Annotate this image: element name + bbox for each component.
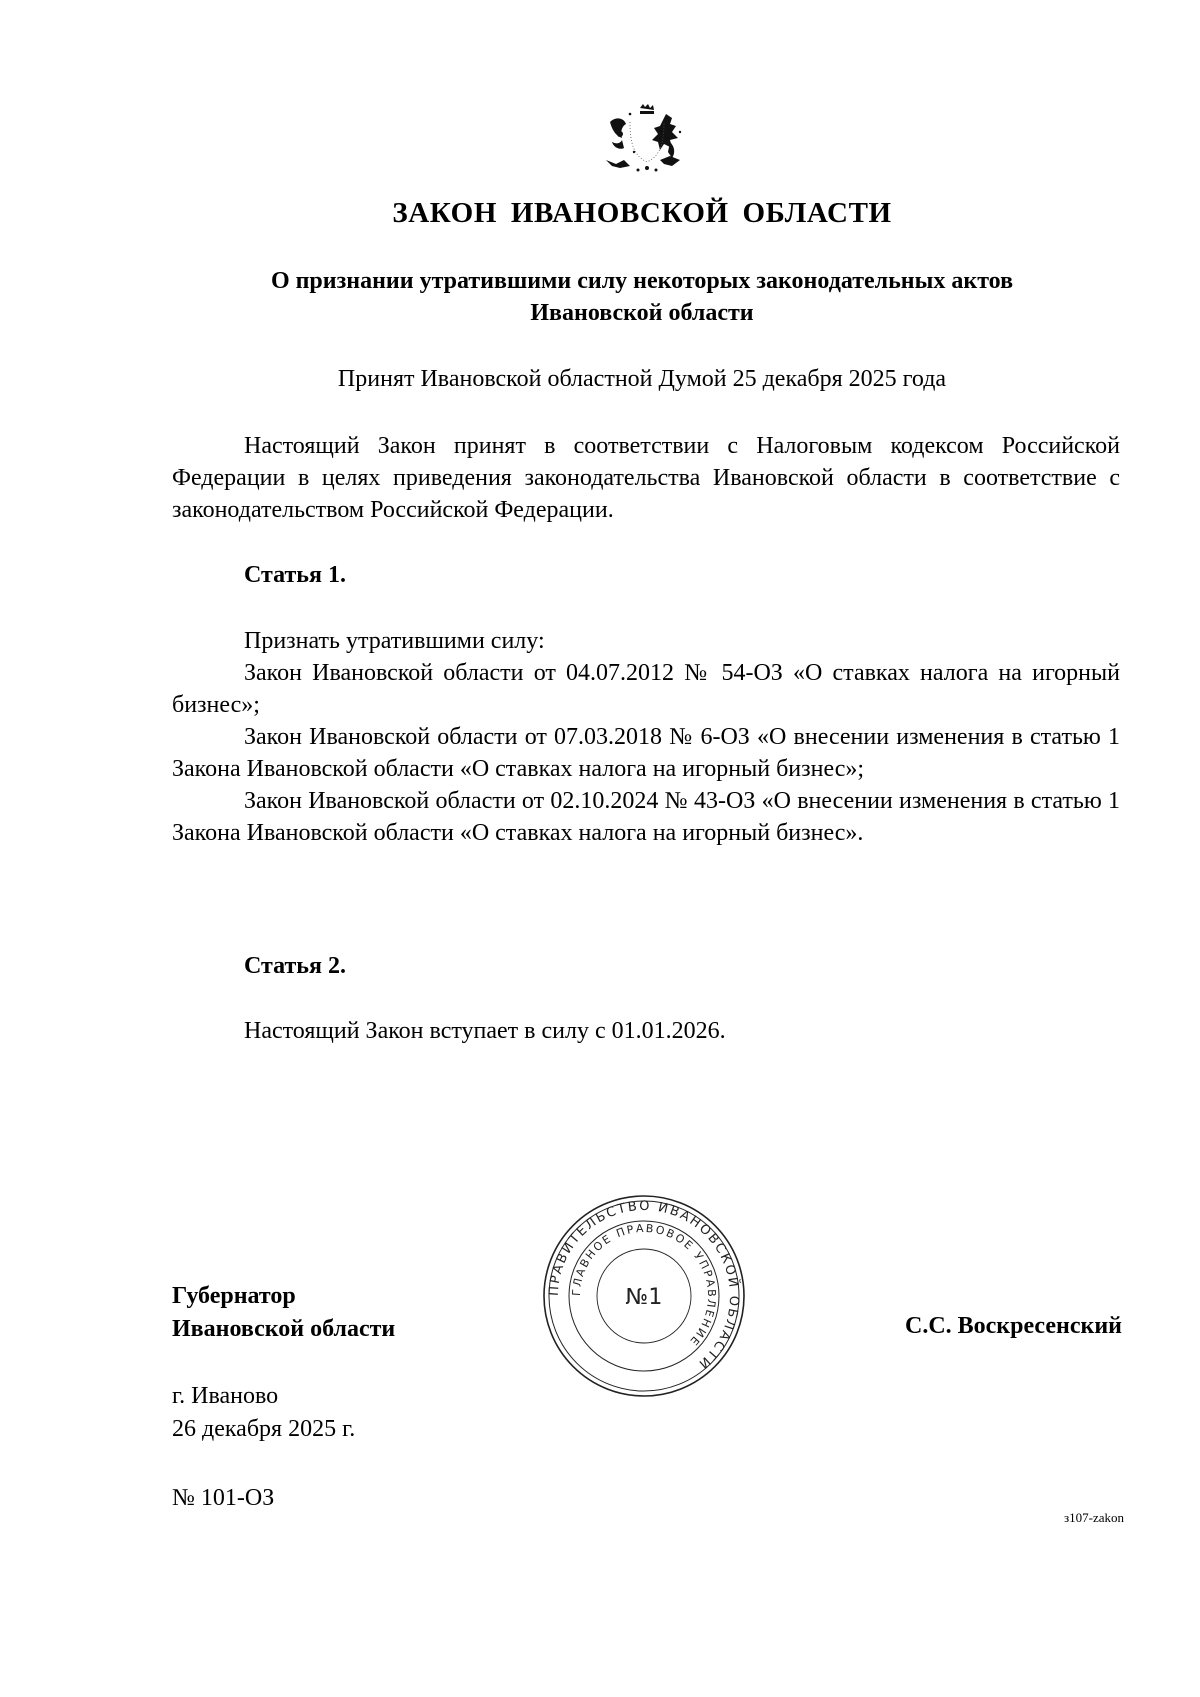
article-1-heading: Статья 1. bbox=[244, 562, 346, 588]
article-1-paragraph-4: Закон Ивановской области от 02.10.2024 № 43-ОЗ «О внесении изменения в статью 1 Закона Ивановской области «О ставках налога на игорный бизнес». bbox=[172, 788, 1120, 846]
article-1-paragraph-1: Признать утратившими силу: bbox=[244, 628, 545, 654]
law-title-line-2: Ивановской области bbox=[530, 300, 754, 326]
signer-title-line-1: Губернатор bbox=[172, 1283, 296, 1309]
article-1-body bbox=[172, 625, 1120, 849]
article-2-heading: Статья 2. bbox=[244, 953, 346, 979]
coat-of-arms-emblem bbox=[600, 102, 694, 180]
law-type-heading: ЗАКОН ИВАНОВСКОЙ ОБЛАСТИ bbox=[392, 197, 892, 229]
law-number: № 101-ОЗ bbox=[172, 1485, 275, 1511]
seal-outer-text: ПРАВИТЕЛЬСТВО ИВАНОВСКОЙ ОБЛАСТИ bbox=[546, 1198, 742, 1373]
adoption-note: Принят Ивановской областной Думой 25 декабря 2025 года bbox=[337, 366, 947, 392]
signer-name: С.С. Воскресенский bbox=[904, 1313, 1122, 1339]
preamble bbox=[172, 430, 1120, 526]
seal-inner-text: ГЛАВНОЕ ПРАВОВОЕ УПРАВЛЕНИЕ bbox=[569, 1221, 719, 1349]
article-1-paragraph-3: Закон Ивановской области от 07.03.2018 № 6-ОЗ «О внесении изменения в статью 1 Закона Ивановской области «О ставках налога на игорный бизнес»; bbox=[172, 724, 1120, 782]
official-seal bbox=[540, 1192, 748, 1400]
signer-title bbox=[172, 1280, 395, 1346]
place-and-date bbox=[172, 1380, 355, 1446]
law-title bbox=[160, 265, 1124, 329]
document-code: з107-zakon bbox=[1063, 1510, 1124, 1525]
article-2-body bbox=[172, 1015, 1120, 1047]
signing-date: 26 декабря 2025 г. bbox=[172, 1416, 356, 1442]
signing-city: г. Иваново bbox=[172, 1383, 279, 1409]
seal-center-text: №1 bbox=[625, 1285, 663, 1310]
article-2-paragraph-1: Настоящий Закон вступает в силу с 01.01.2026. bbox=[244, 1018, 726, 1044]
article-1-paragraph-2: Закон Ивановской области от 04.07.2012 № 54-ОЗ «О ставках налога на игорный бизнес»; bbox=[172, 660, 1120, 718]
law-title-line-1: О признании утратившими силу некоторых законодательных актов bbox=[270, 268, 1014, 294]
signer-title-line-2: Ивановской области bbox=[172, 1316, 396, 1342]
preamble-paragraph: Настоящий Закон принят в соответствии с Налоговым кодексом Российской Федерации в целях приведения законодательства Ивановской области в соответствие с законодательством Российской Федерации. bbox=[172, 433, 1120, 523]
